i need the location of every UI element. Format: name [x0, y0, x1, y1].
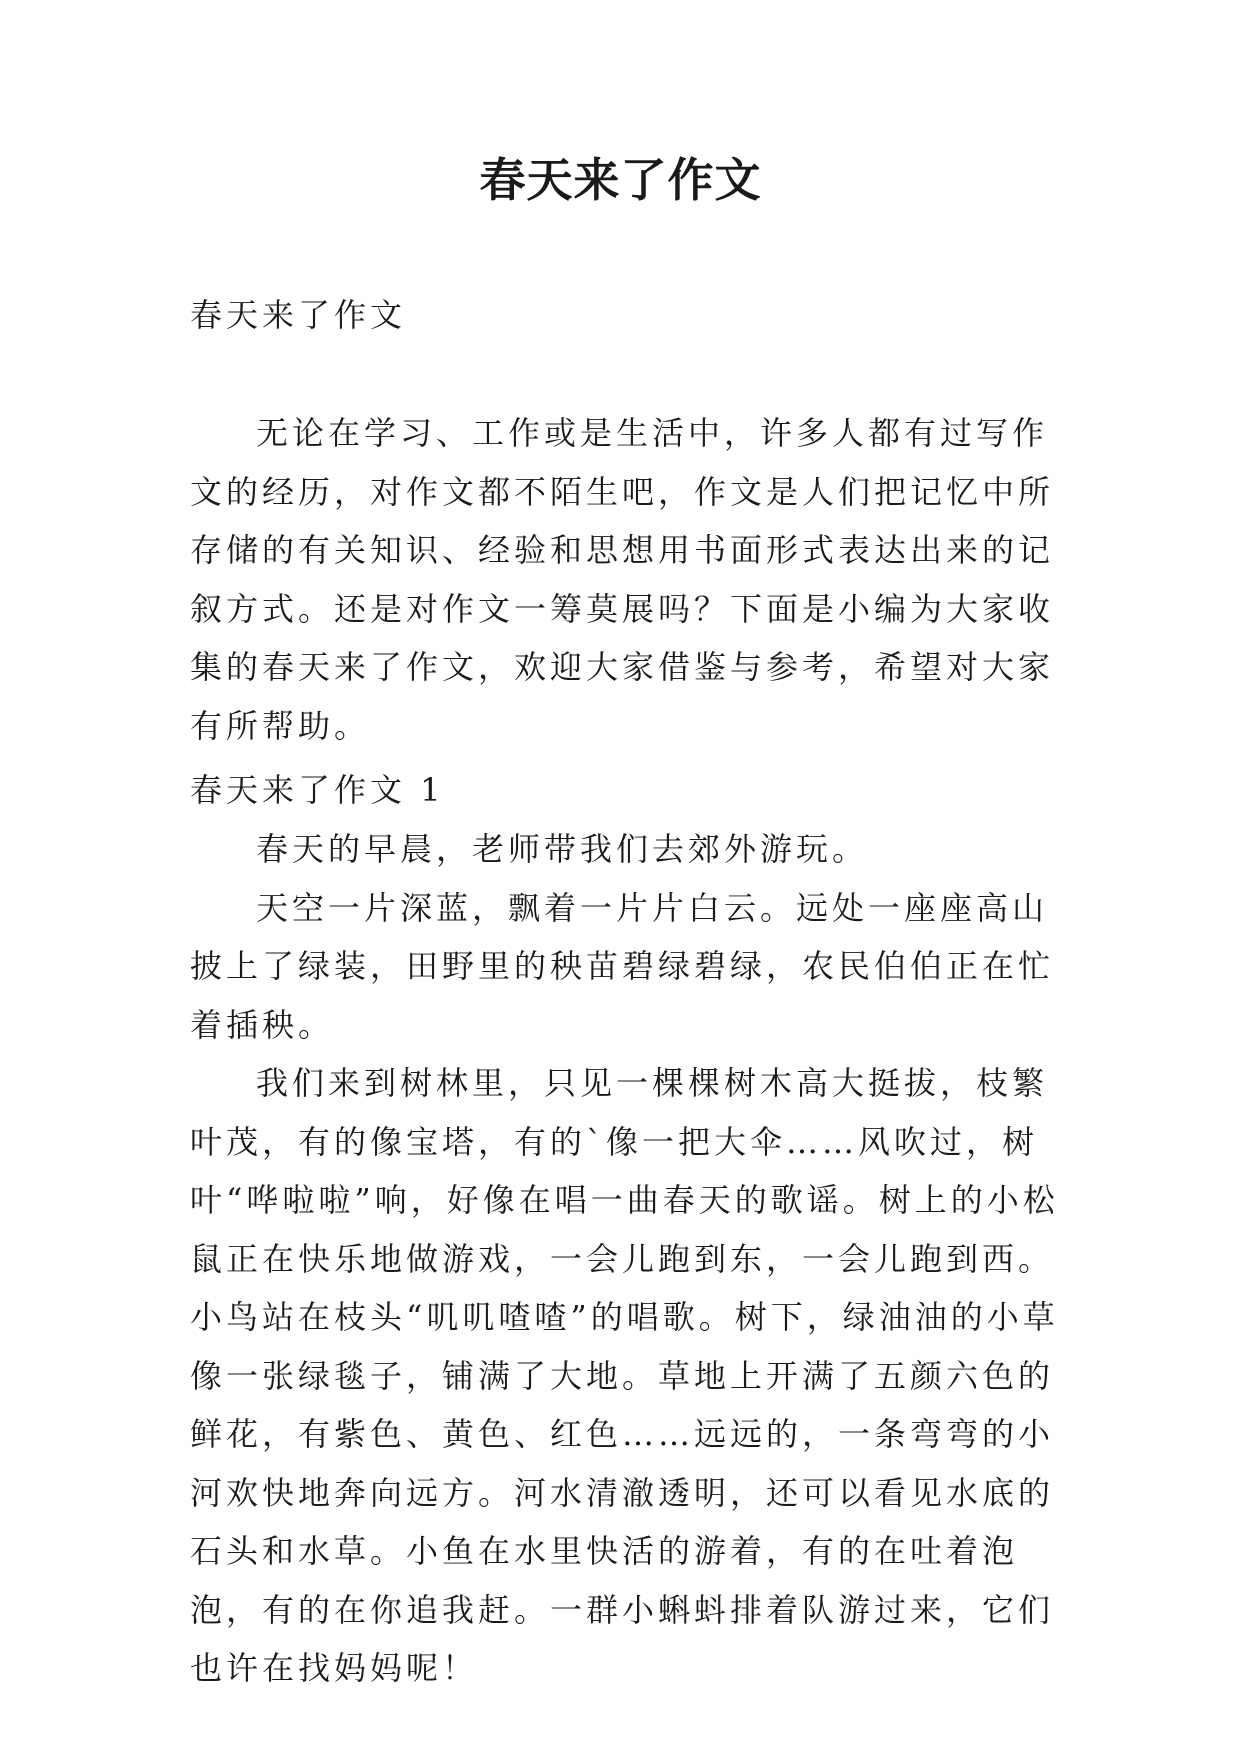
essay-body — [190, 820, 1062, 1698]
section-heading: 春天来了作文 1 — [190, 771, 445, 809]
essay-paragraph-3: 我们来到树林里，只见一棵棵树木高大挺拔，枝繁叶茂，有的像宝塔，有的`像一把大伞……风吹过，树叶“哗啦啦”响，好像在唱一曲春天的歌谣。树上的小松鼠正在快乐地做游戏，一会儿跑到东，一会儿跑到西。小鸟站在枝头“叽叽喳喳”的唱歌。树下，绿油油的小草像一张绿毯子，铺满了大地。草地上开满了五颜六色的鲜花，有紫色、黄色、红色……远远的，一条弯弯的小河欢快地奔向远方。河水清澈透明，还可以看见水底的石头和水草。小鱼在水里快活的游着，有的在吐着泡泡，有的在你追我赶。一群小蝌蚪排着队游过来，它们也许在找妈妈呢！ — [190, 1064, 1059, 1687]
essay-paragraph-1: 春天的早晨，老师带我们去郊外游玩。 — [256, 830, 869, 868]
document-subtitle: 春天来了作文 — [190, 296, 407, 334]
intro-paragraph: 无论在学习、工作或是生活中，许多人都有过写作文的经历，对作文都不陌生吧，作文是人们把记忆中所存储的有关知识、经验和思想用书面形式表达出来的记叙方式。还是对作文一筹莫展吗？下面是小编为大家收集的春天来了作文，欢迎大家借鉴与参考，希望对大家有所帮助。 — [190, 414, 1055, 745]
essay-paragraph-2: 天空一片深蓝，飘着一片片白云。远处一座座高山披上了绿装，田野里的秧苗碧绿碧绿，农民伯伯正在忙着插秧。 — [190, 888, 1055, 1044]
document-title: 春天来了作文 — [479, 153, 762, 207]
